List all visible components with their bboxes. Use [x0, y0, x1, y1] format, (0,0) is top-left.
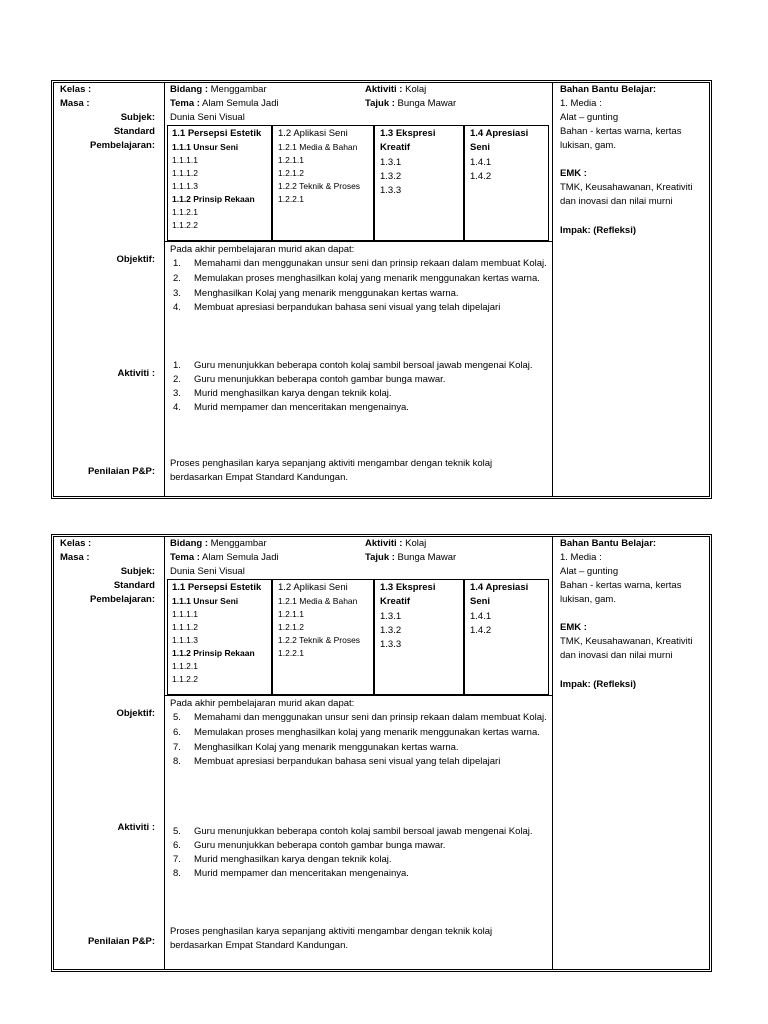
bbb-media: 1. Media : [560, 552, 602, 563]
standard-label: Standard [113, 580, 155, 591]
emk-value: TMK, Keusahawanan, Kreativiti dan inovasi dan nilai murni [560, 182, 693, 207]
row-divider [164, 695, 552, 696]
persepsi-item: 1.1.1.3 [172, 181, 198, 191]
bbb-title: Bahan Bantu Belajar: [560, 538, 657, 549]
subjek-value: Dunia Seni Visual [170, 566, 245, 577]
apresiasi-title: Seni [470, 596, 491, 607]
penilaian-line: Proses penghasilan karya sepanjang aktiviti mengambar dengan teknik kolaj [170, 926, 493, 937]
aktiviti-item: 5. Guru menunjukkan beberapa contoh kolaj sambil bersoal jawab mengenai Kolaj. [173, 826, 533, 837]
impak-label: Impak: (Refleksi) [560, 225, 637, 236]
apresiasi-title: 1.4 Apresiasi [470, 582, 529, 593]
aktiviti-item: 7. Murid menghasilkan karya dengan teknik kolaj. [173, 854, 392, 865]
column-divider [552, 82, 553, 497]
bbb-bahan: Bahan - kertas warna, kertas lukisan, gam. [560, 580, 682, 605]
aplikasi-item: 1.2.1.2 [278, 168, 304, 178]
standard-box-apresiasi [464, 579, 549, 695]
column-divider [164, 82, 165, 497]
lesson-plan-card-2 [51, 534, 712, 972]
persepsi-title: 1.1 Persepsi Estetik [172, 128, 262, 139]
kelas-label: Kelas : [60, 84, 92, 95]
bbb-alat: Alat – gunting [560, 566, 619, 577]
standard-box-aplikasi [272, 579, 374, 695]
penilaian-label: Penilaian P&P: [87, 466, 155, 477]
aktiviti-label: Aktiviti : [117, 368, 155, 379]
ekspresi-item: 1.3.2 [380, 171, 402, 182]
aktiviti-item: 6. Guru menunjukkan beberapa contoh gambar bunga mawar. [173, 840, 446, 851]
standard-box-ekspresi [374, 579, 464, 695]
persepsi-item: 1.1.1.3 [172, 635, 198, 645]
persepsi-item: 1.1.1.2 [172, 168, 198, 178]
standard-label: Standard [113, 126, 155, 137]
ekspresi-title: 1.3 Ekspresi [380, 128, 436, 139]
objektif-item: 6. Memulakan proses menghasilkan kolaj yang menarik menggunakan kertas warna. [173, 727, 540, 738]
pembelajaran-label: Pembelajaran: [90, 140, 155, 151]
row-divider [164, 241, 552, 242]
penilaian-line: Proses penghasilan karya sepanjang aktiviti mengambar dengan teknik kolaj [170, 458, 493, 469]
pembelajaran-label: Pembelajaran: [90, 594, 155, 605]
kelas-label: Kelas : [60, 538, 92, 549]
aktiviti-item: 1. Guru menunjukkan beberapa contoh kolaj sambil bersoal jawab mengenai Kolaj. [173, 360, 533, 371]
aktiviti-field: Aktiviti : Kolaj [365, 538, 427, 549]
aktiviti-item: 2. Guru menunjukkan beberapa contoh gambar bunga mawar. [173, 374, 446, 385]
standard-box-aplikasi [272, 125, 374, 241]
bidang-field: Bidang : Menggambar [170, 538, 267, 549]
persepsi-item: 1.1.1.1 [172, 155, 198, 165]
aplikasi-item: 1.2.1.1 [278, 609, 304, 619]
standard-box-apresiasi [464, 125, 549, 241]
aktiviti-label: Aktiviti : [117, 822, 155, 833]
apresiasi-item: 1.4.2 [470, 171, 492, 182]
bbb-bahan: Bahan - kertas warna, kertas lukisan, gam. [560, 126, 682, 151]
standard-box-ekspresi [374, 125, 464, 241]
aplikasi-item: 1.2.2 Teknik & Proses [278, 635, 361, 645]
masa-label: Masa : [60, 552, 90, 563]
aktiviti-item: 3. Murid menghasilkan karya dengan teknik kolaj. [173, 388, 392, 399]
standard-box-persepsi [167, 125, 272, 241]
aktiviti-list [170, 825, 548, 880]
aplikasi-item: 1.2.2.1 [278, 194, 304, 204]
apresiasi-title: 1.4 Apresiasi [470, 128, 529, 139]
column-divider [552, 536, 553, 970]
objektif-list [170, 711, 548, 768]
objektif-item: 7. Menghasilkan Kolaj yang menarik menggunakan kertas warna. [173, 742, 459, 753]
bbb-alat: Alat – gunting [560, 112, 619, 123]
bidang-field: Bidang : Menggambar [170, 84, 267, 95]
apresiasi-title: Seni [470, 142, 491, 153]
penilaian-label: Penilaian P&P: [87, 936, 155, 947]
objektif-intro: Pada akhir pembelajaran murid akan dapat: [170, 698, 355, 709]
subjek-value: Dunia Seni Visual [170, 112, 245, 123]
ekspresi-title: Kreatif [380, 596, 411, 607]
objektif-item: 4. Membuat apresiasi berpandukan bahasa seni visual yang telah dipelajari [173, 302, 501, 313]
tema-field: Tema : Alam Semula Jadi [170, 552, 279, 563]
persepsi-item: 1.1.2 Prinsip Rekaan [172, 194, 255, 204]
ekspresi-item: 1.3.3 [380, 185, 402, 196]
subjek-label: Subjek: [120, 112, 155, 123]
apresiasi-item: 1.4.1 [470, 157, 492, 168]
objektif-item: 3. Menghasilkan Kolaj yang menarik menggunakan kertas warna. [173, 288, 459, 299]
objektif-item: 8. Membuat apresiasi berpandukan bahasa seni visual yang telah dipelajari [173, 756, 501, 767]
apresiasi-item: 1.4.2 [470, 625, 492, 636]
aplikasi-title: 1.2 Aplikasi Seni [278, 582, 348, 593]
emk-title: EMK : [560, 168, 587, 179]
aplikasi-item: 1.2.1.2 [278, 622, 304, 632]
persepsi-item: 1.1.1 Unsur Seni [172, 596, 239, 606]
aktiviti-list [170, 359, 548, 414]
lesson-plan-card-1 [51, 80, 712, 499]
objektif-intro: Pada akhir pembelajaran murid akan dapat: [170, 244, 355, 255]
persepsi-item: 1.1.2.2 [172, 674, 198, 684]
apresiasi-item: 1.4.1 [470, 611, 492, 622]
persepsi-title: 1.1 Persepsi Estetik [172, 582, 262, 593]
standard-box-persepsi [167, 579, 272, 695]
masa-label: Masa : [60, 98, 90, 109]
persepsi-item: 1.1.1.2 [172, 622, 198, 632]
persepsi-item: 1.1.2 Prinsip Rekaan [172, 648, 255, 658]
ekspresi-item: 1.3.2 [380, 625, 402, 636]
ekspresi-title: 1.3 Ekspresi [380, 582, 436, 593]
aplikasi-item: 1.2.2 Teknik & Proses [278, 181, 361, 191]
emk-value: TMK, Keusahawanan, Kreativiti dan inovasi dan nilai murni [560, 636, 693, 661]
impak-label: Impak: (Refleksi) [560, 679, 637, 690]
ekspresi-item: 1.3.3 [380, 639, 402, 650]
tema-field: Tema : Alam Semula Jadi [170, 98, 279, 109]
aplikasi-item: 1.2.1 Media & Bahan [278, 596, 358, 606]
ekspresi-title: Kreatif [380, 142, 411, 153]
objektif-item: 2. Memulakan proses menghasilkan kolaj yang menarik menggunakan kertas warna. [173, 273, 540, 284]
persepsi-item: 1.1.2.1 [172, 207, 198, 217]
ekspresi-item: 1.3.1 [380, 157, 402, 168]
subjek-label: Subjek: [120, 566, 155, 577]
column-divider [164, 536, 165, 970]
objektif-label: Objektif: [116, 254, 155, 265]
objektif-label: Objektif: [116, 708, 155, 719]
objektif-item: 1. Memahami dan menggunakan unsur seni dan prinsip rekaan dalam membuat Kolaj. [173, 258, 547, 269]
bbb-title: Bahan Bantu Belajar: [560, 84, 657, 95]
ekspresi-item: 1.3.1 [380, 611, 402, 622]
persepsi-item: 1.1.2.2 [172, 220, 198, 230]
penilaian-line: berdasarkan Empat Standard Kandungan. [170, 940, 348, 951]
emk-title: EMK : [560, 622, 587, 633]
persepsi-item: 1.1.1 Unsur Seni [172, 142, 239, 152]
aplikasi-item: 1.2.1 Media & Bahan [278, 142, 358, 152]
aplikasi-title: 1.2 Aplikasi Seni [278, 128, 348, 139]
tajuk-field: Tajuk : Bunga Mawar [365, 98, 457, 109]
persepsi-item: 1.1.2.1 [172, 661, 198, 671]
objektif-list [170, 257, 548, 314]
aktiviti-item: 4. Murid mempamer dan menceritakan mengenainya. [173, 402, 409, 413]
persepsi-item: 1.1.1.1 [172, 609, 198, 619]
aktiviti-field: Aktiviti : Kolaj [365, 84, 427, 95]
objektif-item: 5. Memahami dan menggunakan unsur seni dan prinsip rekaan dalam membuat Kolaj. [173, 712, 547, 723]
aktiviti-item: 8. Murid mempamer dan menceritakan mengenainya. [173, 868, 409, 879]
bbb-media: 1. Media : [560, 98, 602, 109]
aplikasi-item: 1.2.1.1 [278, 155, 304, 165]
tajuk-field: Tajuk : Bunga Mawar [365, 552, 457, 563]
aplikasi-item: 1.2.2.1 [278, 648, 304, 658]
penilaian-line: berdasarkan Empat Standard Kandungan. [170, 472, 348, 483]
